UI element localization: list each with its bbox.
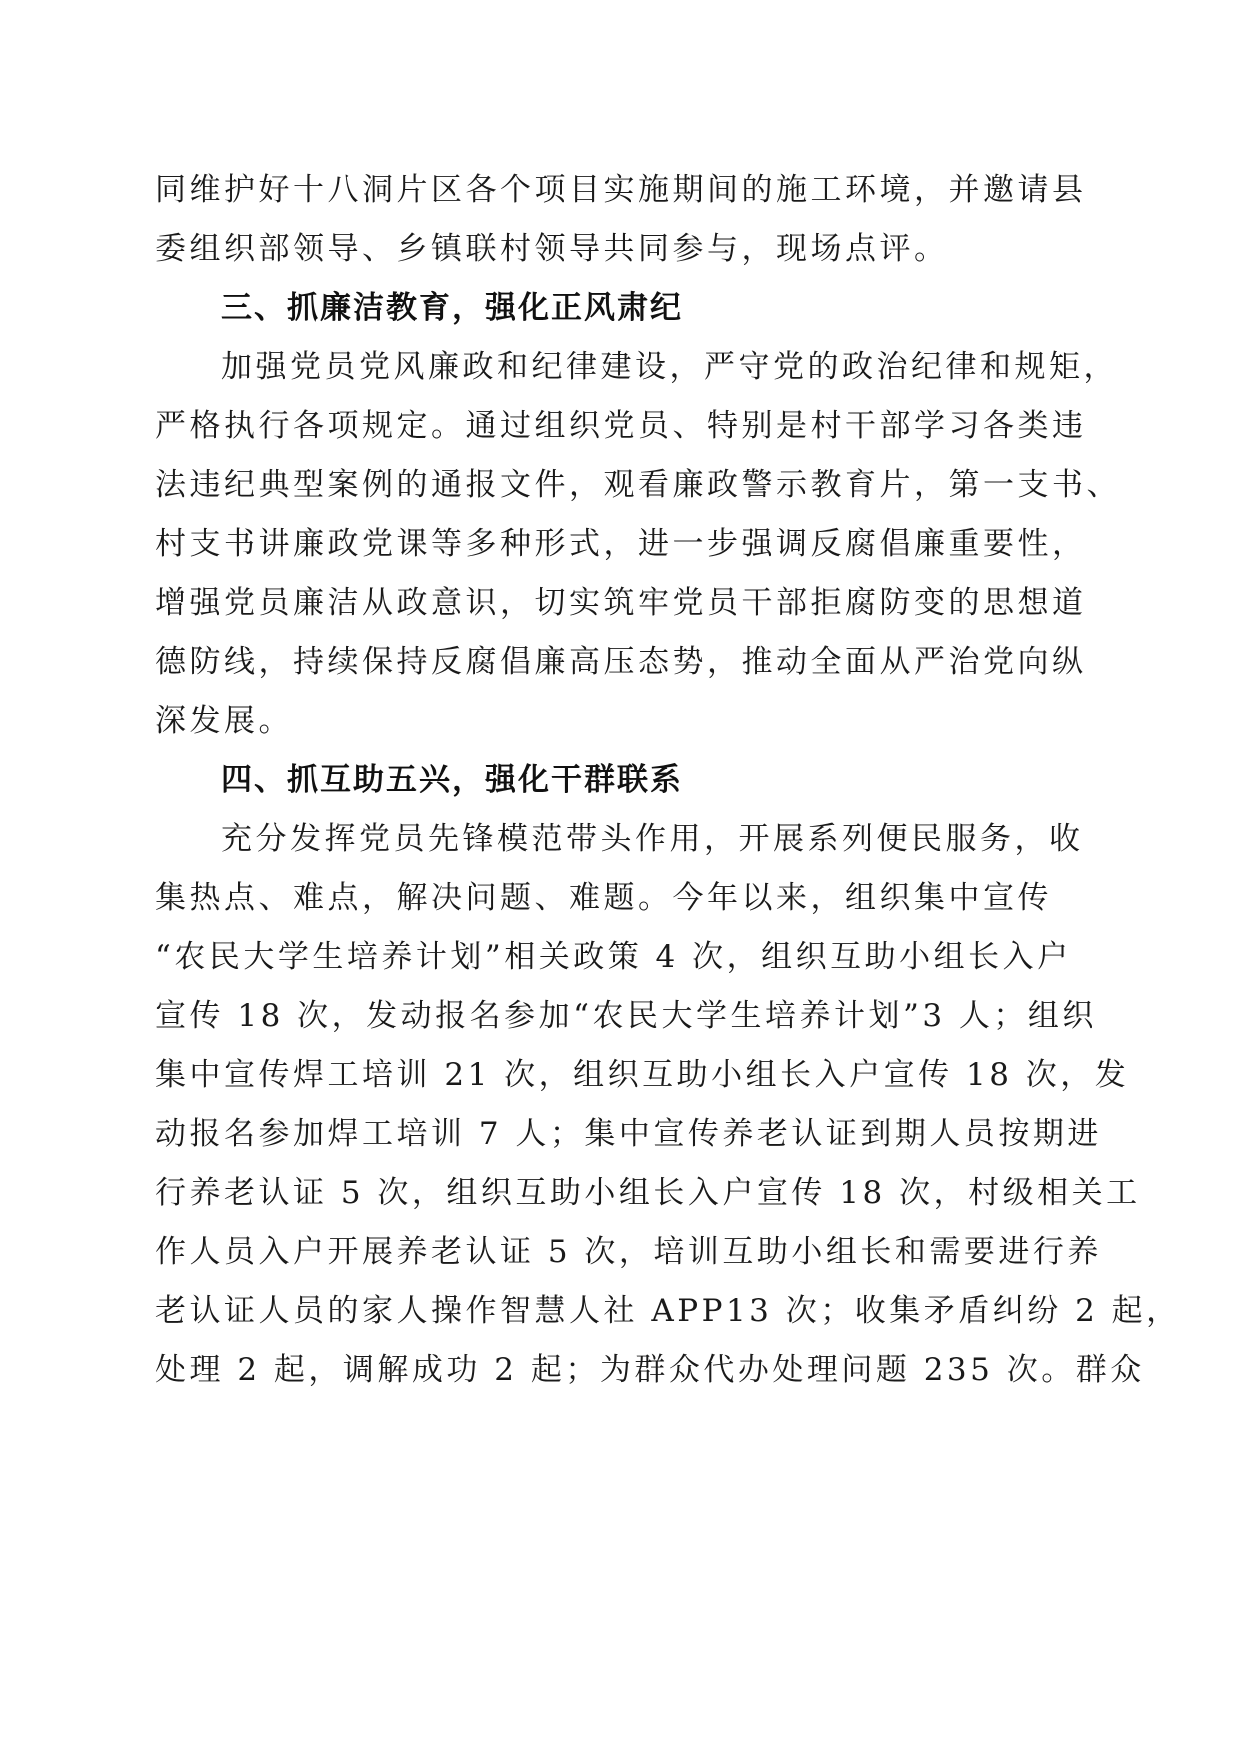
paragraph-line-9: 德防线，持续保持反腐倡廉高压态势，推动全面从严治党向纵 — [155, 644, 1087, 680]
paragraph-line-16: 集中宣传焊工培训 21 次，组织互助小组长入户宣传 18 次，发 — [155, 1057, 1130, 1093]
paragraph-line-12: 充分发挥党员先锋模范带头作用，开展系列便民服务，收 — [221, 821, 1084, 857]
paragraph-line-15: 宣传 18 次，发动报名参加“农民大学生培养计划”3 人；组织 — [155, 998, 1097, 1034]
paragraph-line-6: 法违纪典型案例的通报文件，观看廉政警示教育片，第一支书、 — [155, 467, 1121, 503]
section-heading-3: 三、抓廉洁教育，强化正风肃纪 — [221, 290, 683, 326]
paragraph-line-14: “农民大学生培养计划”相关政策 4 次，组织互助小组长入户 — [155, 939, 1072, 975]
paragraph-line-13: 集热点、难点，解决问题、难题。今年以来，组织集中宣传 — [155, 880, 1052, 916]
paragraph-line-4: 加强党员党风廉政和纪律建设，严守党的政治纪律和规矩， — [221, 349, 1118, 385]
paragraph-line-21: 处理 2 起，调解成功 2 起；为群众代办处理问题 235 次。群众 — [155, 1352, 1145, 1388]
paragraph-line-5: 严格执行各项规定。通过组织党员、特别是村干部学习各类违 — [155, 408, 1087, 444]
paragraph-line-2: 委组织部领导、乡镇联村领导共同参与，现场点评。 — [155, 231, 949, 267]
paragraph-line-18: 行养老认证 5 次，组织互助小组长入户宣传 18 次，村级相关工 — [155, 1175, 1141, 1211]
paragraph-line-8: 增强党员廉洁从政意识，切实筑牢党员干部拒腐防变的思想道 — [155, 585, 1087, 621]
section-heading-4: 四、抓互助五兴，强化干群联系 — [221, 762, 683, 798]
paragraph-line-17: 动报名参加焊工培训 7 人；集中宣传养老认证到期人员按期进 — [155, 1116, 1102, 1152]
paragraph-line-19: 作人员入户开展养老认证 5 次，培训互助小组长和需要进行养 — [155, 1234, 1102, 1270]
paragraph-line-20: 老认证人员的家人操作智慧人社 APP13 次；收集矛盾纠纷 2 起， — [155, 1293, 1181, 1329]
paragraph-line-10: 深发展。 — [155, 703, 293, 739]
paragraph-line-1: 同维护好十八洞片区各个项目实施期间的施工环境，并邀请县 — [155, 172, 1087, 208]
paragraph-line-7: 村支书讲廉政党课等多种形式，进一步强调反腐倡廉重要性， — [155, 526, 1087, 562]
